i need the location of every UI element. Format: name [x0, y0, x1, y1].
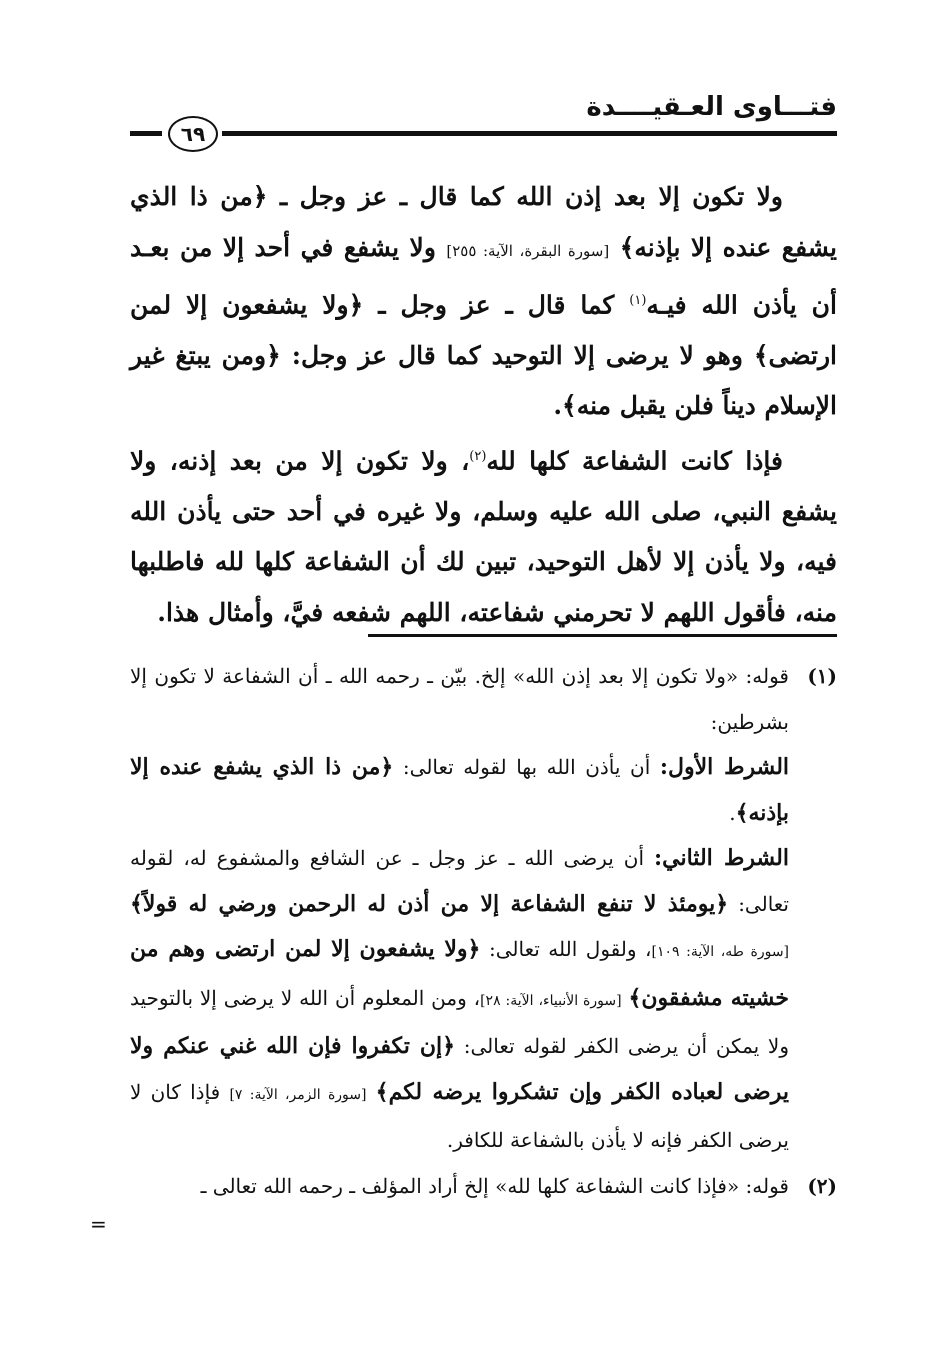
header-rule-short [130, 131, 162, 136]
text-run: أن يأذن الله بها لقوله تعالى: [402, 755, 651, 779]
text-run: ولا يشفع في أحد إلا من بعـد أن يأذن الله فيـه [130, 232, 837, 320]
text-run: ، ولا تكون إلا من بعد إذنه، ولا يشفع النبي، صلى الله عليه وسلم، ولا غيره في أحد حتى يأذن الله فيه، ولا يأذن إلا لأهل التوحيد، تبين لك أن الشفاعة كلها لله فاطلبها منه، فأقول اللهم لا تحرمني شفاعته، اللهم شفعه فيَّ، وأمثال هذا. [130, 446, 837, 627]
paragraph-1 [130, 172, 837, 432]
text-run: فإذا كان لا يرضى الكفر فإنه لا يأذن بالشفاعة للكافر. [130, 1079, 789, 1152]
footnote-text: قوله: «فإذا كانت الشفاعة كلها لله» إلخ أراد المؤلف ـ رحمه الله تعالى ـ [200, 1173, 789, 1198]
quran-quote: ﴿من ذا الذي يشفع عنده إلا بإذنه﴾ [130, 754, 789, 826]
footnotes [130, 654, 837, 1209]
footnote-number: (٢) [807, 1173, 837, 1198]
text-run: فإذا كانت الشفاعة كلها لله [486, 446, 783, 476]
footnote-1 [130, 654, 837, 1164]
quran-reference: [سورة طه، الآية: ١٠٩] [651, 944, 790, 960]
paragraph-2 [130, 432, 837, 638]
quran-quote: ﴿يومئذ لا تنفع الشفاعة إلا من أذن له الرحمن ورضي له قولاً﴾ [130, 890, 729, 917]
condition-1 [130, 745, 789, 836]
main-text [130, 172, 837, 638]
quran-reference: [سورة الأنبياء، الآية: ٢٨] [480, 992, 622, 1009]
quran-reference: [سورة الزمر، الآية: ٧] [229, 1086, 367, 1103]
footnote-intro: قوله: «ولا تكون إلا بعد إذن الله» إلخ. بيّن ـ رحمه الله ـ أن الشفاعة لا تكون إلا بشرطين: [130, 664, 789, 734]
quran-quote: ﴿ولا يشفعون إلا لمن ارتضى وهم من خشيته مشفقون﴾ [130, 936, 789, 1011]
condition-label: الشرط الأول: [659, 754, 790, 780]
quran-reference: [سورة البقرة، الآية: ٢٥٥] [446, 241, 610, 260]
page-number: ٦٩ [168, 116, 218, 152]
text-run: ، ولقول الله تعالى: [488, 937, 652, 961]
footnote-separator [368, 634, 837, 637]
continuation-mark: = [90, 1212, 107, 1236]
text-run: أن يرضى الله ـ عز وجل ـ عن الشافع والمشفوع له، لقوله تعالى: [130, 846, 789, 916]
quran-quote: ﴿إن تكفروا فإن الله غني عنكم ولا يرضى لعباده الكفر وإن تشكروا يرضه لكم﴾ [130, 1033, 789, 1105]
condition-label: الشرط الثاني: [654, 845, 789, 871]
header-rule [222, 131, 837, 136]
text-run: كما قال ـ عز وجل ـ ﴿ولا يشفعون إلا لمن ارتضى﴾ وهو لا يرضى إلا التوحيد كما قال عز وجل: ﴿ومن يبتغ غير الإسلام ديناً فلن يقبل منه﴾. [130, 290, 837, 421]
footnote-number: (١) [807, 664, 837, 688]
footnote-marker: (٢) [469, 448, 487, 464]
text-run: . [729, 800, 736, 825]
text-run: ، ومن المعلوم أن الله لا يرضى إلا بالتوحيد ولا يمكن أن يرضى الكفر لقوله تعالى: [130, 985, 789, 1058]
text-run: ولا تكون إلا بعد إذن الله كما قال ـ عز وجل ـ ﴿من ذا الذي يشفع عنده إلا بإذنه﴾ [130, 182, 837, 262]
running-header-title: فتـــاوى العـقيــــدة [586, 92, 837, 122]
footnote-2 [130, 1164, 837, 1210]
condition-2 [130, 836, 789, 1164]
footnote-marker: (١) [629, 293, 647, 308]
